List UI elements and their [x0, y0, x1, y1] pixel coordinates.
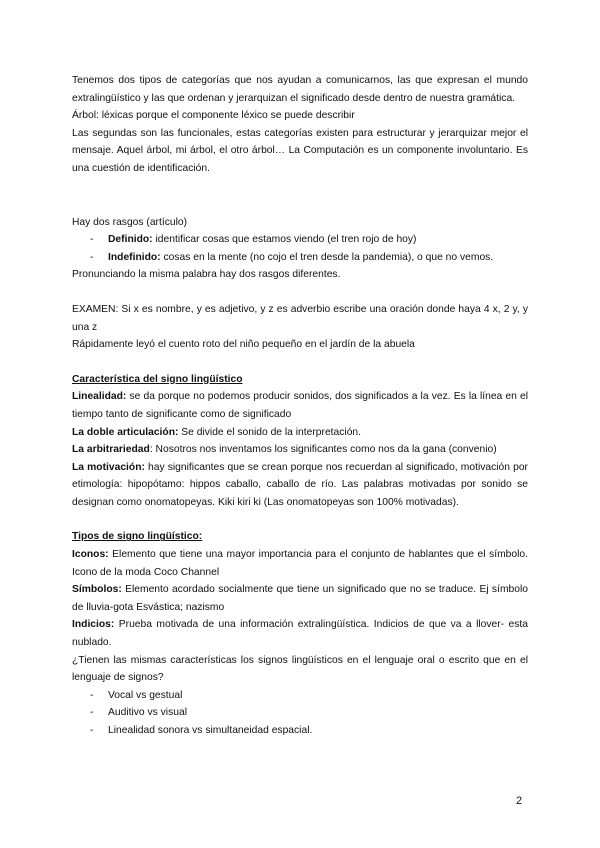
- definition: hay significantes que se crean porque nos recuerdan al significado, motivación por etimología: hipopótamo: hippos caballo, caballo de río. Las palabras motivadas por sonido se designan como onomatopeyas. Kiki kiri ki (Las onomatopeyas son 100% motivadas).: [72, 461, 528, 508]
- dash-bullet: -: [90, 251, 94, 263]
- paragraph-funcionales: Las segundas son las funcionales, estas categorías existen para estructurar y jerarquizar mejor el mensaje. Aquel árbol, mi árbol, el otro árbol… La Computación es un componente involuntario. Es una cuestión de identificación.: [72, 127, 528, 174]
- paragraph-arbol: Árbol: léxicas porque el componente léxico se puede describir: [72, 110, 355, 122]
- term: Símbolos:: [72, 584, 122, 596]
- paragraph-categorias: Tenemos dos tipos de categorías que nos ayudan a comunicarnos, las que expresan el mundo extralingüístico y las que ordenan y jerarquizan el significado desde dentro de nuestra gramática.: [72, 75, 528, 104]
- dash-bullet: -: [90, 689, 94, 701]
- rasgos-outro: Pronunciando la misma palabra hay dos rasgos diferentes.: [72, 269, 341, 281]
- rasgos-intro: Hay dos rasgos (artículo): [72, 216, 188, 228]
- definition: se da porque no podemos producir sonidos, dos significados a la vez. Es la línea en el tiempo tanto de significante como de significado: [72, 391, 528, 420]
- rasgo-text: identificar cosas que estamos viendo (el tren rojo de hoy): [152, 234, 417, 246]
- page-body: [72, 72, 528, 740]
- term: Iconos:: [72, 549, 109, 561]
- examen-question: EXAMEN: Si x es nombre, y es adjetivo, y z es adverbio escribe una oración donde haya 4 x, 2 y, y una z: [72, 303, 528, 333]
- rasgo-definido: [72, 231, 528, 249]
- caracteristica-motivacion: [72, 459, 528, 512]
- examen-answer: Rápidamente leyó el cuento roto del niño pequeño en el jardín de la abuela: [72, 339, 415, 351]
- term: La arbitrariedad: [72, 444, 150, 456]
- term: Indicios:: [72, 619, 115, 631]
- rasgo-text: cosas en la mente (no cojo el tren desde la pandemia), o que no vemos.: [160, 251, 494, 263]
- rasgo-indefinido: [72, 249, 528, 267]
- list-item: [72, 704, 528, 722]
- definition: Prueba motivada de una información extralingüística. Indicios de que va a llover- esta nublado.: [72, 619, 528, 649]
- comparison-list: [72, 687, 528, 740]
- section-heading-caracteristica: Característica del signo lingüístico: [72, 373, 243, 385]
- definition: Elemento acordado socialmente que tiene un significado que no se traduce. Ej símbolo de lluvia-gota Esvástica; nazismo: [72, 584, 528, 613]
- dash-bullet: -: [90, 234, 94, 246]
- section-heading-tipos: Tipos de signo lingüístico:: [72, 531, 203, 543]
- list-item: [72, 687, 528, 705]
- list-item: [72, 722, 528, 740]
- definition: : Nosotros nos inventamos los significantes como nos da la gana (convenio): [149, 444, 497, 456]
- caracteristica-linealidad: [72, 388, 528, 423]
- caracteristica-arbitrariedad: [72, 441, 528, 459]
- tipo-simbolos: [72, 581, 528, 616]
- rasgos-list: [72, 231, 528, 266]
- dash-bullet: -: [90, 707, 94, 719]
- rasgo-term: Indefinido:: [108, 251, 161, 263]
- rasgo-term: Definido:: [108, 234, 153, 246]
- definition: Elemento que tiene una mayor importancia para el conjunto de hablantes que el símbolo. Icono de la moda Coco Channel: [72, 549, 528, 578]
- list-item-text: Auditivo vs visual: [108, 707, 187, 719]
- definition: Se divide el sonido de la interpretación.: [178, 426, 362, 438]
- tipo-indicios: [72, 616, 528, 651]
- tipos-question: ¿Tienen las mismas características los signos lingüísticos en el lenguaje oral o escrito que en el lenguaje de signos?: [72, 654, 528, 684]
- term: Linealidad:: [72, 391, 127, 403]
- term: La motivación:: [72, 461, 145, 473]
- tipo-iconos: [72, 546, 528, 581]
- dash-bullet: -: [90, 725, 94, 736]
- caracteristica-doble-articulacion: [72, 424, 528, 442]
- term: La doble articulación:: [72, 426, 179, 438]
- list-item-text: Vocal vs gestual: [108, 689, 183, 701]
- list-item-text: Linealidad sonora vs simultaneidad espacial.: [108, 725, 313, 736]
- page-number: 2: [516, 795, 523, 807]
